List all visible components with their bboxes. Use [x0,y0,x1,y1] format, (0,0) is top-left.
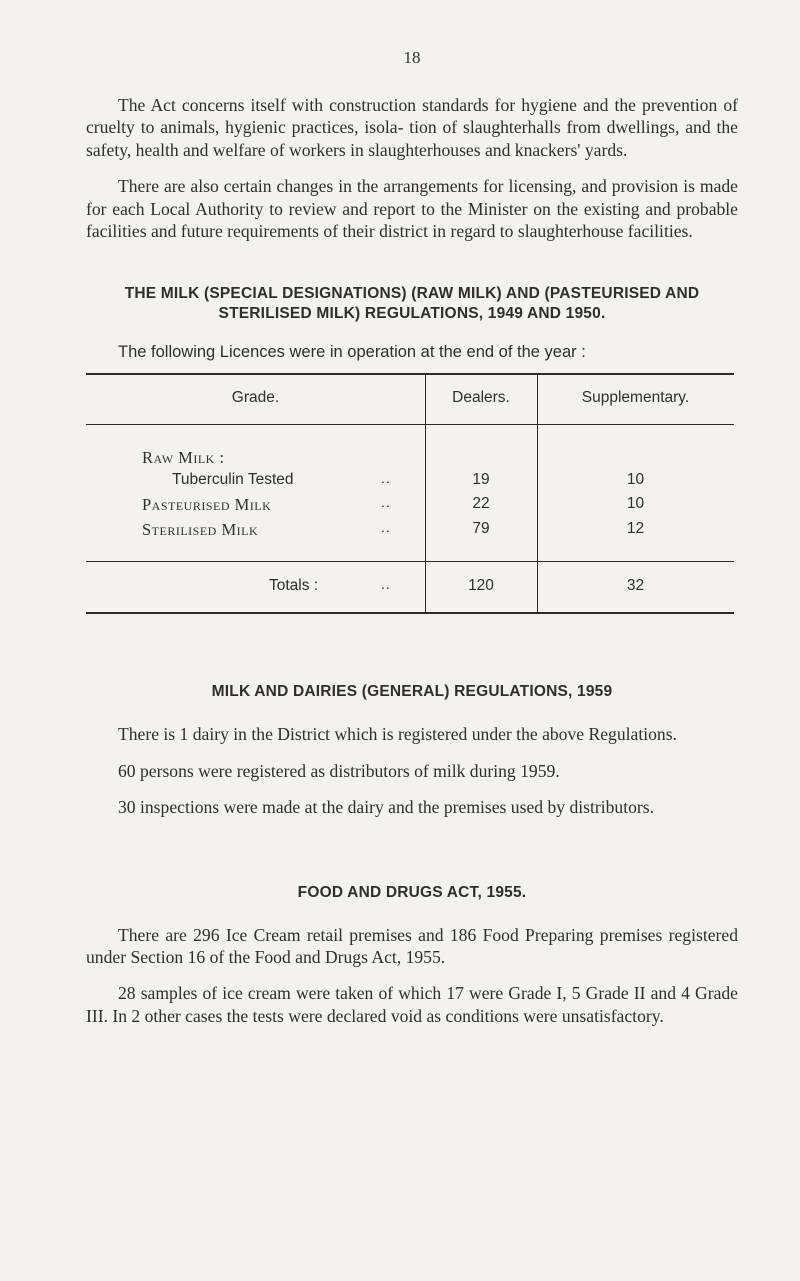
totals-dots: .. [381,576,391,593]
dairies-paragraph-3: 30 inspections were made at the dairy and the premises used by distributors. [118,797,654,818]
row-dealers-sterilised-milk: 79 [472,520,490,538]
intro-paragraph-1: The Act concerns itself with construction standards for hygiene and the prevention of cruelty to animals, hygienic practices, isola- tion of slaughterhalls from dwellings, and the safety, health and welfare of workers in slaughterhouses and knackers' yards. [86,95,738,160]
dairies-regulations-heading: MILK AND DAIRIES (GENERAL) REGULATIONS, 1959 [211,683,613,701]
table-header-rule [86,424,734,425]
page-number: 18 [403,48,421,67]
licences-table [86,373,734,622]
food-paragraph-2: 28 samples of ice cream were taken of which 17 were Grade I, 5 Grade II and 4 Grade III. In 2 other cases the tests were declared void as conditions were unsatisfactory. [86,983,738,1026]
totals-supplementary: 32 [626,577,645,595]
milk-regulations-heading: THE MILK (SPECIAL DESIGNATIONS) (RAW MILK) AND (PASTEURISED AND STERILISED MILK) REGULATIONS, 1949 AND 1950. [124,285,700,323]
dairies-paragraph-1: There is 1 dairy in the District which is registered under the above Regulations. [118,724,677,745]
totals-dealers: 120 [468,577,494,595]
row-supplementary-pasteurised-milk: 10 [626,495,645,513]
row-dots: .. [381,470,391,487]
intro-paragraph-2: There are also certain changes in the arrangements for licensing, and provision is made for each Local Authority to review and report to the Minister on the existing and probable facilities and future requirements of their district in regard to slaughterhouse facilities. [86,176,738,242]
food-paragraph-1: There are 296 Ice Cream retail premises and 186 Food Preparing premises registered under Section 16 of the Food and Drugs Act, 1955. [86,924,738,968]
row-dealers-pasteurised-milk: 22 [472,495,490,513]
row-dots: .. [381,494,391,511]
raw-milk-label: Raw Milk : [142,448,225,468]
table-body-rule [86,561,734,562]
row-supplementary-sterilised-milk: 12 [626,520,645,538]
row-supplementary-tuberculin-tested: 10 [626,471,645,489]
food-drugs-heading: FOOD AND DRUGS ACT, 1955. [297,883,527,901]
table-top-rule [86,373,734,375]
document-page [86,48,738,1027]
row-dealers-tuberculin-tested: 19 [472,471,490,489]
header-dealers: Dealers. [452,389,510,407]
row-grade-sterilised-milk: Sterilised Milk [142,520,259,540]
row-grade-tuberculin-tested: Tuberculin Tested [172,471,294,489]
licences-intro: The following Licences were in operation at the end of the year : [118,343,586,362]
header-grade: Grade. [231,389,280,407]
totals-label: Totals : [269,577,319,595]
dairies-paragraph-2: 60 persons were registered as distributors of milk during 1959. [118,760,560,781]
table-bottom-rule [86,612,734,614]
row-grade-pasteurised-milk: Pasteurised Milk [142,495,272,515]
row-dots: .. [381,519,391,536]
header-supplementary: Supplementary. [581,389,690,407]
